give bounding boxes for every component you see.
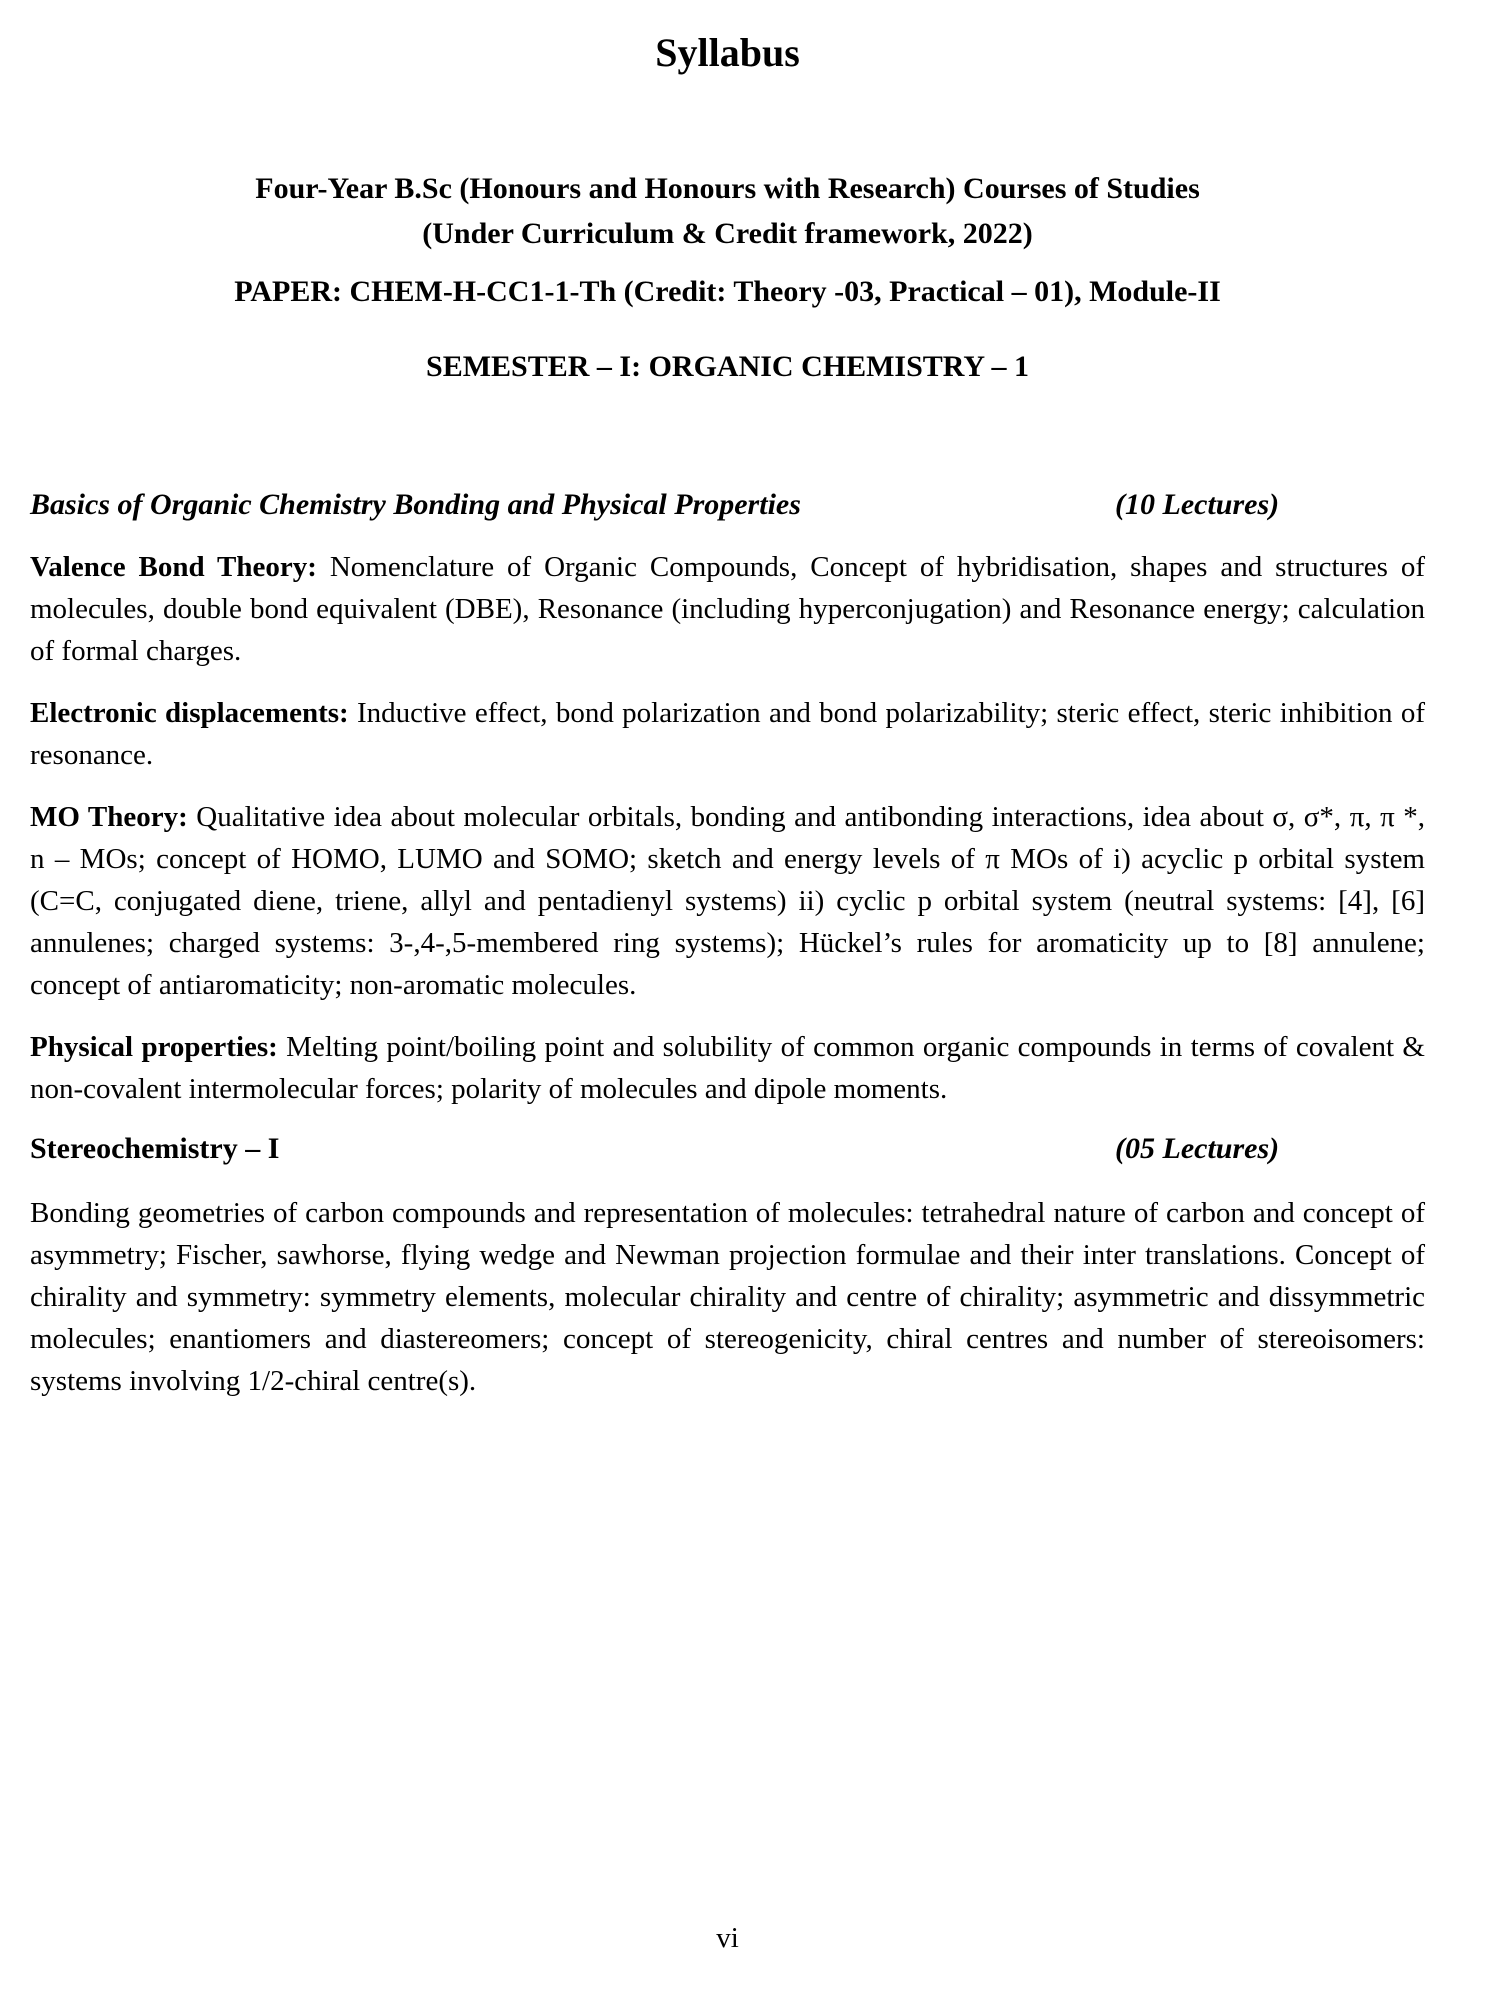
paragraph-lead: Valence Bond Theory:: [30, 551, 317, 583]
page-title: Syllabus: [655, 30, 800, 75]
section-heading-stereochemistry: [30, 1128, 1425, 1170]
curriculum-framework-line: (Under Curriculum & Credit framework, 2022): [422, 217, 1033, 250]
paper-code-line: PAPER: CHEM-H-CC1-1-Th (Credit: Theory -03, Practical – 01), Module-II: [234, 275, 1221, 308]
paragraph-lead: Physical properties:: [30, 1031, 278, 1063]
paragraph-bonding-geometries: [30, 1192, 1425, 1402]
paragraph-electronic-displacements: [30, 692, 1425, 776]
paragraph-text: Nomenclature of Organic Compounds, Concept of hybridisation, shapes and structures of molecules, double bond equivalent (DBE), Resonance (including hyperconjugation) and Resonance energy; calculation of formal charges.: [30, 551, 1425, 667]
paragraph-physical-properties: [30, 1026, 1425, 1110]
paragraph-valence-bond-theory: [30, 546, 1425, 672]
lecture-count-badge: (05 Lectures): [1115, 1132, 1280, 1165]
paragraph-text: Qualitative idea about molecular orbitals, bonding and antibonding interactions, idea about σ, σ*, π, π *, n – MOs; concept of HOMO, LUMO and SOMO; sketch and energy levels of π MOs of i) acyclic p orbital system (C=C, conjugated diene, triene, allyl and pentadienyl systems) ii) cyclic p orbital system (neutral systems: [4], [6] annulenes; charged systems: 3-,4-,5-membered ring systems); Hückel’s rules for aromaticity up to [8] annulene; concept of antiaromaticity; non-aromatic molecules.: [30, 801, 1425, 1001]
lecture-count-badge: (10 Lectures): [1115, 488, 1280, 521]
content-column: [30, 0, 1425, 1402]
paragraph-mo-theory: [30, 796, 1425, 1006]
section-title: Stereochemistry – I: [30, 1132, 280, 1165]
paragraph-lead: Electronic displacements:: [30, 697, 349, 729]
paragraph-text: Melting point/boiling point and solubility of common organic compounds in terms of covalent & non-covalent intermolecular forces; polarity of molecules and dipole moments.: [30, 1031, 1425, 1105]
paragraph-lead: MO Theory:: [30, 801, 188, 833]
semester-line: SEMESTER – I: ORGANIC CHEMISTRY – 1: [426, 350, 1029, 383]
page-number: vi: [716, 1922, 739, 1954]
course-title-line: Four-Year B.Sc (Honours and Honours with Research) Courses of Studies: [255, 172, 1200, 205]
paragraph-text: Inductive effect, bond polarization and bond polarizability; steric effect, steric inhibition of resonance.: [30, 697, 1425, 771]
paragraph-text: Bonding geometries of carbon compounds and representation of molecules: tetrahedral nature of carbon and concept of asymmetry; Fischer, sawhorse, flying wedge and Newman projection formulae and their inter translations. Concept of chirality and symmetry: symmetry elements, molecular chirality and centre of chirality; asymmetric and dissymmetric molecules; enantiomers and diastereomers; concept of stereogenicity, chiral centres and number of stereoisomers: systems involving 1/2-chiral centre(s).: [30, 1197, 1425, 1397]
section-title: Basics of Organic Chemistry Bonding and Physical Properties: [30, 488, 801, 521]
section-heading-basics: [30, 484, 1425, 526]
